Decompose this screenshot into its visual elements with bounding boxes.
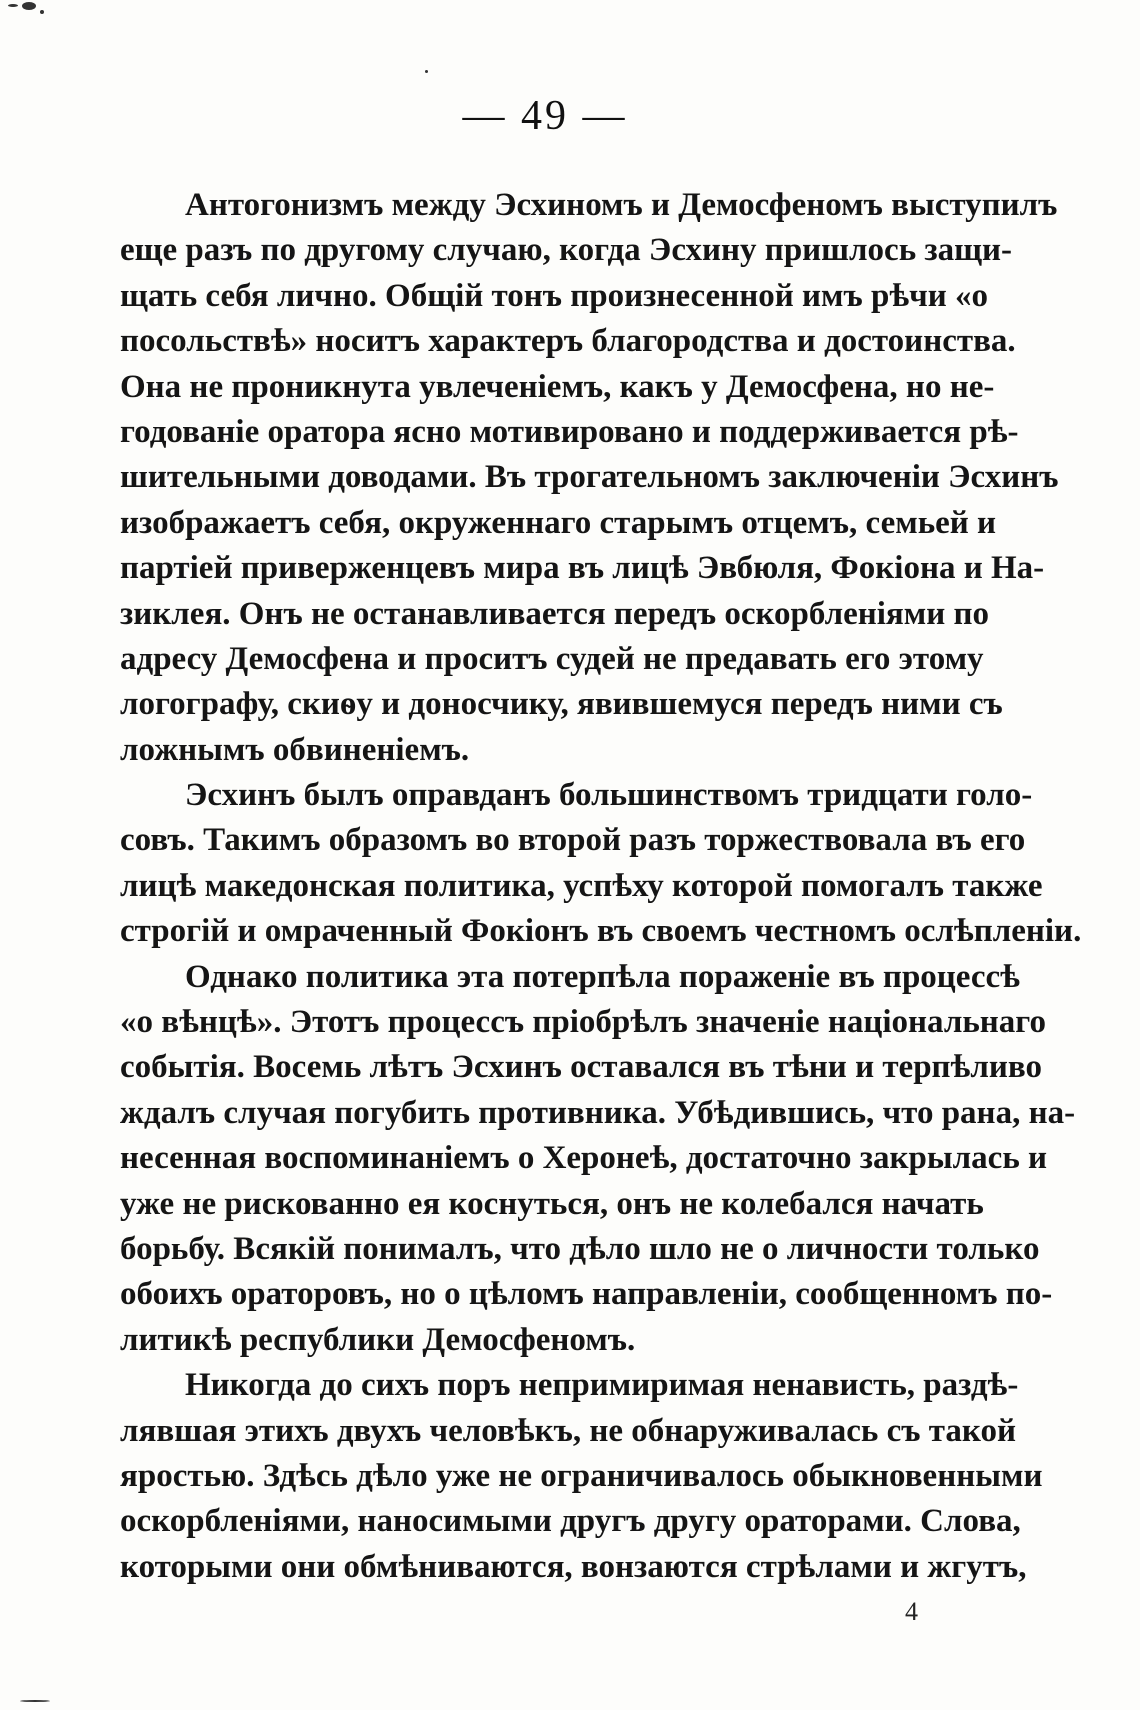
text-line: обоихъ ораторовъ, но о цѣломъ направленіи, сообщенномъ по- bbox=[120, 1276, 1053, 1313]
text-line: адресу Демосфена и проситъ судей не предавать его этому bbox=[120, 640, 984, 677]
text-line: несенная воспоминаніемъ о Херонеѣ, достаточно закрылась и bbox=[120, 1140, 1048, 1177]
text-line: посольствѣ» носитъ характеръ благородства и достоинства. bbox=[120, 323, 1016, 360]
paragraph-3 bbox=[120, 955, 1076, 1364]
paragraph-1 bbox=[120, 183, 1059, 773]
page-number-header: — 49 — bbox=[462, 93, 628, 139]
print-speck bbox=[40, 10, 44, 14]
paragraph-4 bbox=[120, 1363, 1043, 1590]
text-line: совъ. Такимъ образомъ во второй разъ торжествовала въ его bbox=[120, 822, 1026, 859]
body-text bbox=[120, 183, 1082, 1590]
text-line: уже не рискованно ея коснуться, онъ не колебался начать bbox=[120, 1185, 984, 1222]
text-line: лявшая этихъ двухъ человѣкъ, не обнаруживалась съ такой bbox=[120, 1412, 1016, 1449]
text-line: Никогда до сихъ поръ непримиримая ненависть, раздѣ- bbox=[185, 1367, 1019, 1404]
text-line: оскорбленіями, наносимыми другъ другу ораторами. Слова, bbox=[120, 1503, 1021, 1540]
print-speck bbox=[8, 4, 18, 7]
text-line: яростью. Здѣсь дѣло уже не ограничивалось обыкновенными bbox=[120, 1457, 1043, 1494]
text-line: литикѣ республики Демосфеномъ. bbox=[120, 1321, 636, 1358]
text-line: годованіе оратора ясно мотивировано и поддерживается рѣ- bbox=[120, 413, 1019, 450]
text-line: логографу, скиѳу и доносчику, явившемуся передъ ними съ bbox=[120, 686, 1003, 723]
text-line: ждалъ случая погубить противника. Убѣдившись, что рана, на- bbox=[120, 1094, 1076, 1131]
text-line: Эсхинъ былъ оправданъ большинствомъ тридцати голо- bbox=[185, 777, 1033, 814]
text-line: еще разъ по другому случаю, когда Эсхину пришлось защи- bbox=[120, 232, 1013, 269]
text-line: Однако политика эта потерпѣла пораженіе въ процессѣ bbox=[185, 958, 1020, 995]
text-line: строгій и омраченный Фокіонъ въ своемъ честномъ ослѣпленіи. bbox=[120, 913, 1082, 950]
text-line: Она не проникнута увлеченіемъ, какъ у Демосфена, но не- bbox=[120, 368, 995, 405]
text-line: событія. Восемь лѣтъ Эсхинъ оставался въ тѣни и терпѣливо bbox=[120, 1049, 1042, 1086]
text-line: Антогонизмъ между Эсхиномъ и Демосфеномъ выступилъ bbox=[185, 187, 1058, 223]
text-line: «о вѣнцѣ». Этотъ процессъ пріобрѣлъ значеніе національнаго bbox=[120, 1004, 1046, 1041]
text-line: изображаетъ себя, окруженнаго старымъ отцемъ, семьей и bbox=[120, 504, 997, 541]
text-line: шительными доводами. Въ трогательномъ заключеніи Эсхинъ bbox=[120, 459, 1059, 496]
text-line: борьбу. Всякій понималъ, что дѣло шло не о личности только bbox=[120, 1230, 1040, 1267]
print-speck bbox=[22, 2, 36, 10]
text-line: зиклея. Онъ не останавливается передъ оскорбленіями по bbox=[120, 595, 990, 632]
text-line: партіей приверженцевъ мира въ лицѣ Эвбюля, Фокіона и На- bbox=[120, 550, 1045, 587]
text-line: ложнымъ обвиненіемъ. bbox=[120, 731, 470, 768]
paragraph-2 bbox=[120, 773, 1082, 955]
text-line: щать себя лично. Общій тонъ произнесенной имъ рѣчи «о bbox=[120, 277, 988, 314]
print-speck bbox=[425, 70, 428, 73]
text-line: лицѣ македонская политика, успѣху которой помогалъ также bbox=[120, 867, 1043, 904]
signature-mark: 4 bbox=[905, 1597, 918, 1626]
text-line: которыми они обмѣниваются, вонзаются стрѣлами и жгутъ, bbox=[120, 1548, 1027, 1585]
print-speck bbox=[20, 1700, 50, 1702]
